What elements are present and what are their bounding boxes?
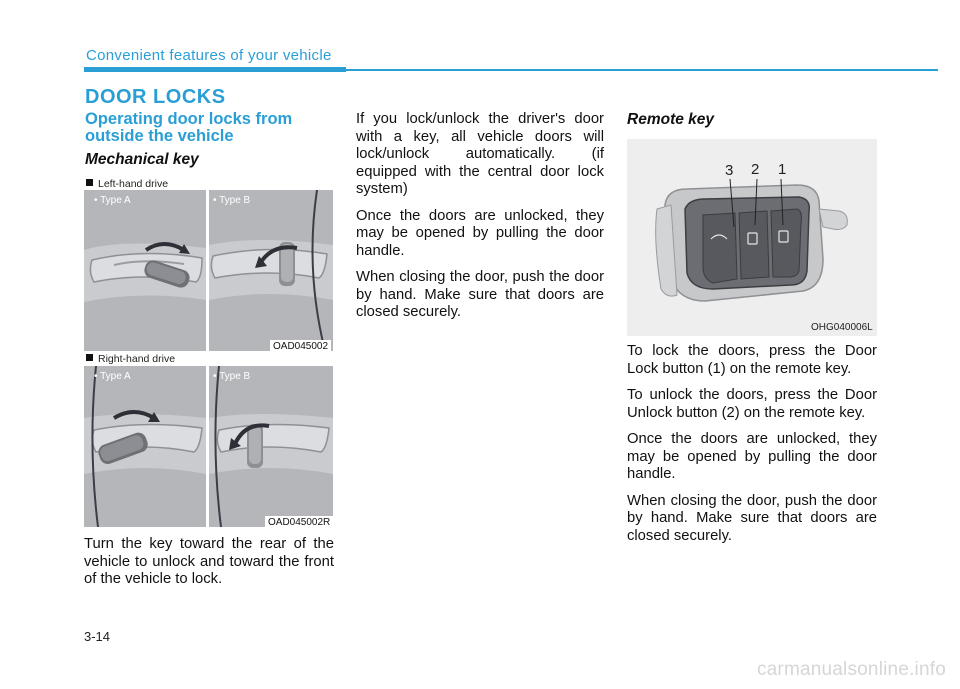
square-bullet-icon bbox=[86, 354, 93, 361]
callout-1: 1 bbox=[778, 161, 787, 178]
callout-3: 3 bbox=[725, 162, 734, 179]
header-rule-thin bbox=[346, 69, 938, 71]
paragraph: Once the doors are unlocked, they may be opened by pulling the door handle. bbox=[356, 207, 604, 259]
rhd-type-b-panel bbox=[209, 366, 333, 527]
type-a-label: • Type A bbox=[94, 371, 131, 382]
paragraph: When closing the door, push the door by hand. Make sure that doors are closed securely. bbox=[356, 269, 604, 320]
page-number: 3-14 bbox=[84, 629, 111, 644]
figure-code-remote: OHG040006L bbox=[811, 322, 873, 333]
header-rule-thick bbox=[84, 67, 346, 72]
remote-key-heading: Remote key bbox=[627, 111, 715, 128]
paragraph: To unlock the doors, press the Door Unlock button (2) on the remote key. bbox=[627, 387, 877, 421]
figure-code-lhd: OAD045002 bbox=[270, 340, 331, 353]
paragraph: Once the doors are unlocked, they may be opened by pulling the door handle. bbox=[627, 431, 877, 482]
door-handle-key-illustration bbox=[84, 190, 206, 351]
door-handle-key-illustration bbox=[84, 366, 206, 527]
type-b-label: • Type B bbox=[213, 195, 251, 206]
rhd-type-a-panel bbox=[84, 366, 206, 527]
paragraph: When closing the door, push the door by hand. Make sure that doors are closed securely. bbox=[627, 492, 877, 544]
type-b-label: • Type B bbox=[213, 371, 251, 382]
lhd-label: Left-hand drive bbox=[86, 178, 168, 190]
type-a-label: • Type A bbox=[94, 195, 131, 206]
square-bullet-icon bbox=[86, 179, 93, 186]
subheading: Operating door locks from outside the vehicle bbox=[85, 110, 293, 145]
paragraph: To lock the doors, press the Door Lock button (1) on the remote key. bbox=[627, 343, 877, 377]
mechanical-key-heading: Mechanical key bbox=[85, 151, 199, 168]
right-column-text bbox=[627, 343, 877, 554]
remote-key-figure bbox=[627, 139, 877, 336]
middle-column-text bbox=[356, 111, 604, 331]
callout-2: 2 bbox=[751, 161, 760, 178]
mechanical-key-caption: Turn the key toward the rear of the vehicle to unlock and toward the front of the vehicle to lock. bbox=[84, 536, 334, 587]
section-header: Convenient features of your vehicle bbox=[86, 47, 332, 64]
page-title: DOOR LOCKS bbox=[85, 86, 226, 108]
door-handle-key-illustration bbox=[209, 190, 333, 351]
watermark: carmanualsonline.info bbox=[756, 659, 946, 680]
lhd-type-a-panel bbox=[84, 190, 206, 351]
door-handle-key-illustration bbox=[209, 366, 333, 527]
rhd-label: Right-hand drive bbox=[86, 353, 175, 365]
lhd-type-b-panel bbox=[209, 190, 333, 351]
paragraph: If you lock/unlock the driver's door with a key, all vehicle doors will lock/unlock automatically. (if equipped with the central door lock system) bbox=[356, 111, 604, 197]
figure-code-rhd: OAD045002R bbox=[265, 516, 333, 529]
